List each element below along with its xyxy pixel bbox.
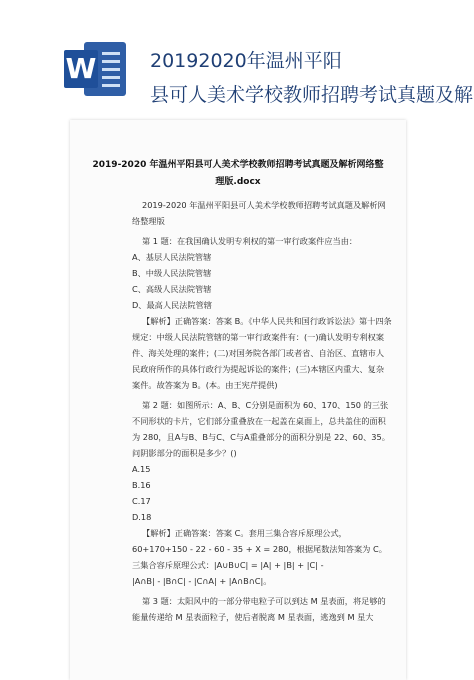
word-document-icon	[64, 42, 126, 96]
question-1-option-b: B、中级人民法院管辖	[132, 268, 212, 278]
question-3	[78, 593, 398, 625]
question-2-option-a: A.15	[132, 464, 151, 474]
header-title-line-2: 县可人美术学校教师招聘考试真题及解	[150, 84, 474, 106]
question-2-analysis-1: 【解析】正确答案：答案 C。套用三集合容斥原理公式，60+170+150 - 22 - 60 - 35 + X = 280，根据尾数法知答案为 C。三集合容斥原理公式：|A∪B∪C| = |A| + |B| + |C| -	[132, 528, 387, 570]
header-banner	[0, 0, 474, 120]
document-content	[78, 157, 398, 625]
document-intro: 2019-2020 年温州平阳县可人美术学校教师招聘考试真题及解析网络整理版	[132, 200, 386, 226]
question-1-stem: 第 1 题：在我国确认发明专利权的第一审行政案件应当由：	[142, 236, 358, 246]
word-letter-icon: W	[64, 50, 98, 88]
question-2-option-b: B.16	[132, 480, 151, 490]
question-1-option-a: A、基层人民法院管辖	[132, 252, 212, 262]
question-2-stem: 第 2 题：如图所示：A、B、C分别是面积为 60、170、150 的三张不同形状的卡片，它们部分重叠放在一起盖在桌面上，总共盖住的面积为 280，且A与B、B与C、C与A重叠部分的面积分别是 22、60、35。问阴影部分的面积是多少？()	[132, 400, 390, 458]
question-2-option-c: C.17	[132, 496, 151, 506]
question-1	[78, 233, 398, 393]
question-2	[78, 397, 398, 589]
document-page	[70, 120, 406, 680]
question-3-stem: 第 3 题：太阳风中的一部分带电粒子可以到达 M 星表面，将足够的能量传递给 M 星表面粒子，使后者脱离 M 星表面，逃逸到 M 星大	[132, 596, 386, 622]
question-1-option-d: D、最高人民法院管辖	[132, 300, 212, 310]
document-title: 2019-2020 年温州平阳县可人美术学校教师招聘考试真题及解析网络整理版.docx	[92, 160, 384, 187]
question-1-option-c: C、高级人民法院管辖	[132, 284, 212, 294]
question-1-analysis: 【解析】正确答案：答案 B。《中华人民共和国行政诉讼法》第十四条规定：中级人民法院管辖的第一审行政案件有：(一)确认发明专利权案件、海关处理的案件；(二)对国务院各部门或者省、自治区、直辖市人民政府所作的具体行政行为提起诉讼的案件；(三)本辖区内重大、复杂案件。故答案为 B。(本。由王宪芹提供)	[132, 316, 392, 390]
question-2-option-d: D.18	[132, 512, 152, 522]
header-title-line-1: 20192020年温州平阳	[150, 50, 342, 72]
header-title	[150, 44, 474, 112]
question-2-analysis-2: |A∩B| - |B∩C| - |C∩A| + |A∩B∩C|。	[132, 576, 272, 586]
